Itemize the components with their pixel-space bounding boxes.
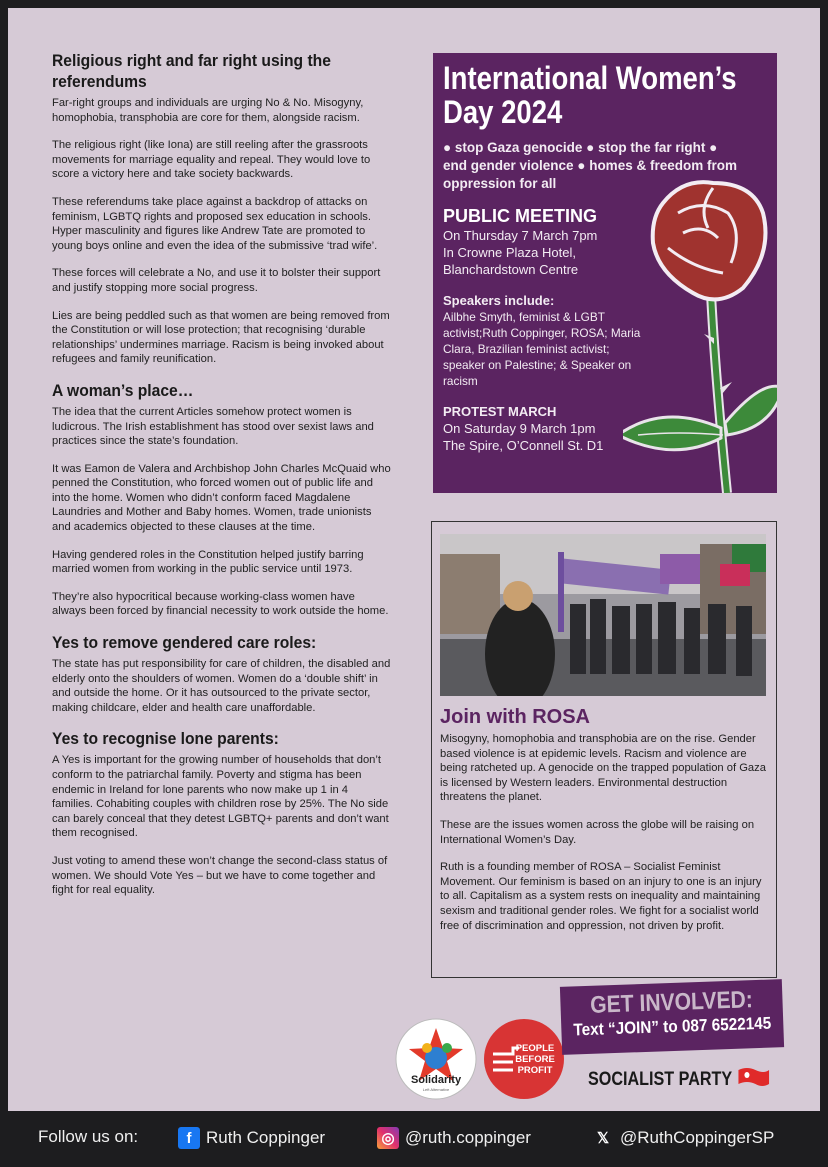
womans-place-paragraph: The idea that the current Articles somehow protect women is ludicrous. The Irish establishment has stood over sexist laws and practices since the state’s foundation.: [52, 405, 374, 448]
facebook-link[interactable]: [178, 1127, 325, 1149]
iwd-title-line2: Day 2024: [443, 94, 563, 130]
section-title-womans-place: A woman’s place…: [52, 380, 194, 400]
follow-text: Follow us on:: [38, 1127, 139, 1146]
x-handle: @RuthCoppingerSP: [620, 1128, 775, 1147]
womans-place-paragraph: Having gendered roles in the Constitution helped justify barring married women from working in the public service until 1973.: [52, 548, 364, 576]
meeting-line: Blanchardstown Centre: [443, 262, 579, 277]
socialist-party-logo: [588, 1066, 770, 1091]
x-link[interactable]: [592, 1127, 774, 1149]
rosa-paragraph: Ruth is a founding member of ROSA – Socialist Feminist Movement. Our feminism is based on an injury to one is an injury to all. Capitalism as a system rests on inequality and maintaining sexism and traditional gender roles. We fight for a socialist world free of discrimination and oppression, not driven by profit.: [440, 861, 762, 932]
religious-right-paragraph: The religious right (like Iona) are still reeling after the grassroots movements for marriage equality and repeal. They would love to score a victory here and take society backwards.: [52, 139, 371, 181]
religious-right-paragraph: These forces will celebrate a No, and use it to bolster their support and justify stopping more social progress.: [52, 267, 381, 294]
section-body-lone-parents: [52, 753, 392, 897]
care-roles-paragraph: The state has put responsibility for care of children, the disabled and elderly onto the shoulders of women. Women do a ‘double shift’ in and outside the home. Or it has outsourced to the private sector, making childcare, elder and health care unaffordable.: [52, 658, 391, 714]
rosa-paragraph: Misogyny, homophobia and transphobia are on the rise. Gender based violence is at epidemic levels. Racism and violence are being ratcheted up. A genocide on the trapped population of Gaza is licensed by Western leaders. Environmental destruction threatens the planet.: [440, 733, 766, 804]
section-title-religious-right: Religious right and far right using the referendums: [52, 51, 331, 91]
meeting-line: On Thursday 7 March 7pm: [443, 228, 598, 243]
lone-parents-paragraph: A Yes is important for the growing number of households that don’t conform to the patriarchal family. Poverty and stigma has been endemic in Ireland for lone parents who now make up 1 in 4 families. Cohabiting couples with children rose by 25%. The No side can barely conceal that they detest LGBTQ+ parents and don’t want them recognised.: [52, 754, 389, 840]
get-involved-banner: [560, 979, 784, 1055]
religious-right-paragraph: These referendums take place against a backdrop of attacks on feminism, LGBTQ rights and proposed sex education in schools. Hyper masculinity and figures like Andrew Tate are promoted to young boys online and even the idea of the submissive ‘trad wife’.: [52, 195, 378, 252]
rosa-body: [440, 732, 770, 946]
rosa-box: [431, 521, 777, 978]
section-title-lone-parents: Yes to recognise lone parents:: [52, 729, 279, 749]
solidarity-logo-text: Solidarity: [410, 1074, 462, 1086]
instagram-icon: ◎: [377, 1127, 399, 1149]
womans-place-paragraph: It was Eamon de Valera and Archbishop John Charles McQuaid who penned the Constitution, who forced women out of public life and into the home. Women who didn’t conform faced Magdalene Laundries and Mother and Baby homes. Women, trade unionists and academics objected to these clauses at the time.: [52, 462, 391, 534]
public-meeting-heading: PUBLIC MEETING: [443, 206, 598, 226]
womans-place-paragraph: They’re also hypocritical because working-class women have always been forced by financial necessity to work outside the home.: [52, 590, 389, 618]
iwd-causes: ● stop Gaza genocide ● stop the far right ● end gender violence ● homes & freedom from oppression for all: [443, 140, 737, 191]
protest-photo: [440, 534, 766, 696]
pbp-logo-line1: PEOPLE: [515, 1043, 555, 1054]
article-column: [52, 50, 392, 911]
party-logos: [395, 1016, 565, 1102]
rosa-paragraph: These are the issues women across the globe will be raising on International Women’s Day.: [440, 818, 755, 846]
get-involved-text: Text “JOIN” to 087 6522145: [573, 1013, 772, 1040]
social-footer: [0, 1111, 828, 1167]
rosa-heading: Join with ROSA: [440, 706, 590, 728]
leaflet-page: [8, 8, 820, 1111]
speakers-list: Ailbhe Smyth, feminist & LGBT activist;Ruth Coppinger, ROSA; Maria Clara, Brazilian feminist activist; speaker on Palestine; & Speaker on racism: [443, 310, 641, 388]
pbp-logo-line2: BEFORE: [515, 1054, 555, 1065]
iwd-event-box: [433, 53, 777, 493]
iwd-title-line1: International Women’s: [443, 60, 737, 96]
instagram-link[interactable]: [377, 1127, 531, 1149]
march-line: The Spire, O’Connell St. D1: [443, 438, 604, 453]
get-involved-heading: GET INVOLVED:: [589, 986, 754, 1019]
section-title-care-roles: Yes to remove gendered care roles:: [52, 633, 317, 653]
facebook-handle: Ruth Coppinger: [206, 1128, 326, 1147]
protest-march-heading: PROTEST MARCH: [443, 404, 557, 419]
x-icon: 𝕏: [596, 1130, 610, 1147]
instagram-handle: @ruth.coppinger: [405, 1128, 531, 1147]
section-body-care-roles: [52, 657, 392, 715]
march-line: On Saturday 9 March 1pm: [443, 421, 596, 436]
speakers-heading: Speakers include:: [443, 293, 555, 308]
facebook-icon: f: [178, 1127, 200, 1149]
pbp-logo-line3: PROFIT: [517, 1065, 553, 1076]
section-body-womans-place: [52, 405, 392, 619]
solidarity-logo-subtext: Left Alternative: [422, 1087, 450, 1092]
flag-icon: [736, 1066, 770, 1088]
religious-right-paragraph: Lies are being peddled such as that women are being removed from the Constitution or will lose protection; that recognising ‘durable relationships’ undermines marriage. Racism is being invoked about refugees and family reunification.: [52, 309, 390, 366]
religious-right-paragraph: Far-right groups and individuals are urging No & No. Misogyny, homophobia, transphobia are core for them, alongside racism.: [52, 97, 364, 124]
meeting-line: In Crowne Plaza Hotel,: [443, 245, 576, 260]
lone-parents-paragraph: Just voting to amend these won’t change the second-class status of women. We should Vote Yes – but we have to come together and fight for real equality.: [52, 854, 388, 897]
section-body-religious-right: [52, 96, 392, 367]
follow-label: [38, 1127, 138, 1147]
socialist-party-text: SOCIALIST PARTY: [588, 1069, 732, 1090]
